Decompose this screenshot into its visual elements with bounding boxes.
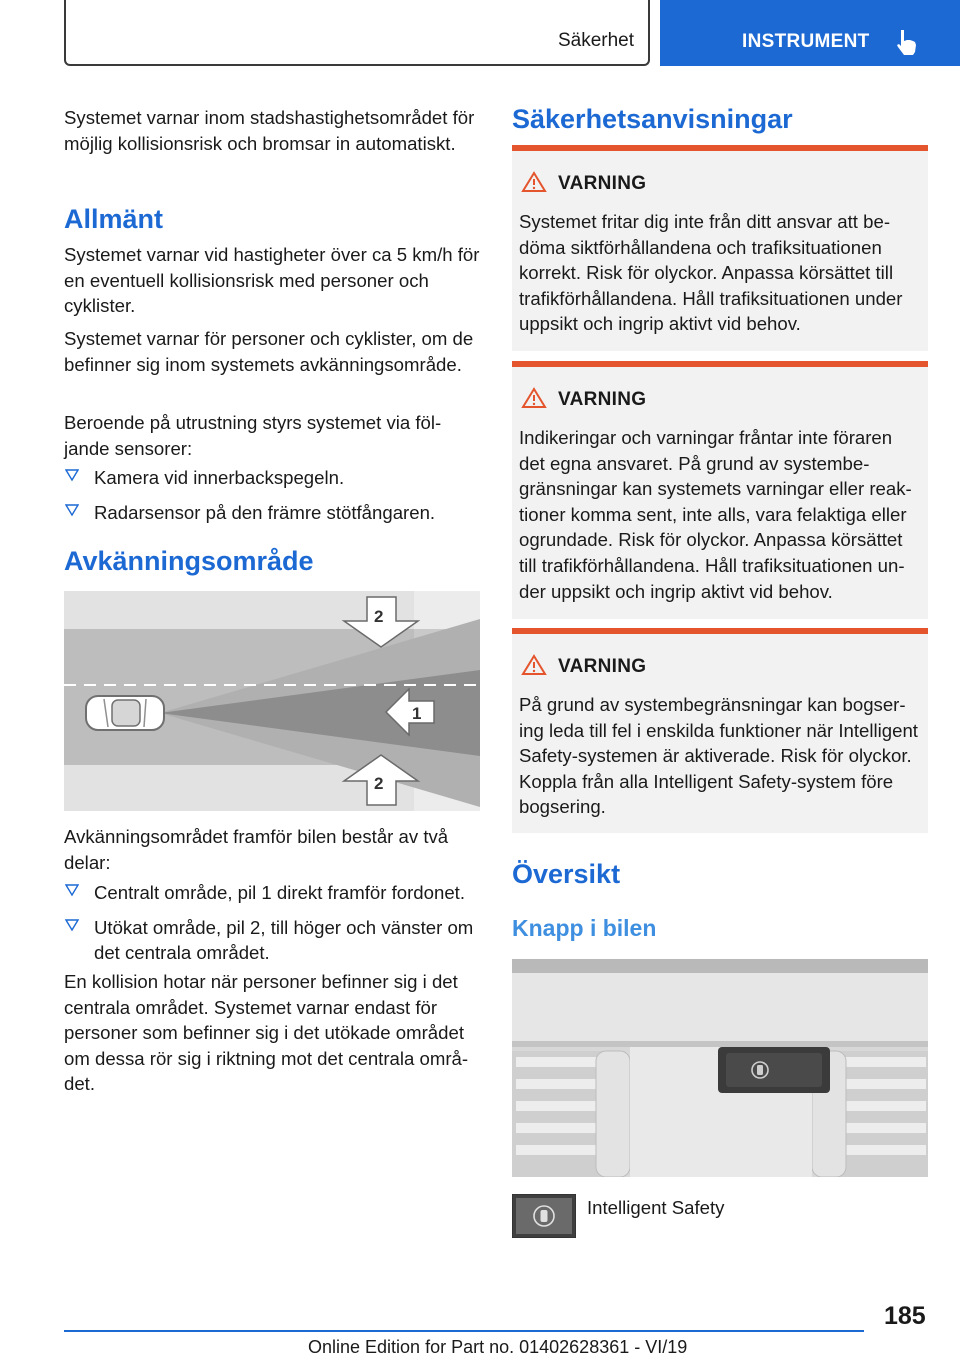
page-number: 185 bbox=[884, 1302, 926, 1330]
warning-title: VARNING bbox=[558, 389, 647, 410]
diagram-label-1: 1 bbox=[412, 704, 422, 723]
button-caption: Intelligent Safety bbox=[587, 1197, 725, 1218]
heading-oversikt: Översikt bbox=[512, 859, 621, 889]
header-section-tab bbox=[64, 0, 650, 66]
warning-title: VARNING bbox=[558, 656, 647, 677]
paragraph-persons: Systemet varnar för personer och cyklister, om de befinner sig inom systemets avkänningsområde. bbox=[64, 328, 474, 375]
header-chapter-label: INSTRUMENT bbox=[742, 31, 870, 52]
warning-text: Indikeringar och varningar fråntar inte föraren det egna ansvaret. På grund av systembegränsningar kan systemets varningar eller reaktioner komma sent, inte alls, vara felaktiga eller ogrundade. Risk för olyckor. Anpassa körsättet till trafikförhållandena. Håll trafiksituationen under uppsikt och ingrip aktivt vid behov. bbox=[519, 427, 912, 602]
paragraph-collision: En kollision hotar när personer befinner sig i det centrala området. Systemet varnar endast för personer som befinner sig i det utökade området om dessa rör sig i riktning mot det centrala området. bbox=[64, 971, 469, 1094]
triangle-bullet-icon bbox=[65, 883, 79, 897]
list-item bbox=[64, 915, 480, 966]
intelligent-safety-button-icon bbox=[512, 1194, 576, 1238]
warning-triangle-icon bbox=[521, 654, 547, 676]
sensor-camera: Kamera vid innerbackspegeln. bbox=[94, 467, 345, 488]
zone-extended: Utökat område, pil 2, till höger och vänster om det centrala området. bbox=[94, 916, 474, 963]
warning-triangle-icon bbox=[521, 387, 547, 409]
paragraph-area-parts: Avkänningsområdet framför bilen består av två delar: bbox=[64, 826, 449, 873]
paragraph-speed: Systemet varnar vid hastigheter över ca 5 km/h för en eventuell kollisionsrisk med personer och cyklister. bbox=[64, 244, 480, 316]
triangle-bullet-icon bbox=[65, 468, 79, 482]
list-item bbox=[64, 880, 480, 906]
pointing-hand-icon bbox=[894, 28, 920, 56]
heading-allmant: Allmänt bbox=[64, 204, 164, 234]
footer-rule bbox=[64, 1330, 864, 1332]
header-section-label: Säkerhet bbox=[557, 30, 634, 51]
triangle-bullet-icon bbox=[65, 503, 79, 517]
warning-title: VARNING bbox=[558, 173, 647, 194]
intelligent-safety-button[interactable] bbox=[718, 1047, 830, 1093]
heading-knapp-i-bilen: Knapp i bilen bbox=[512, 915, 657, 941]
diagram-label-2-top: 2 bbox=[374, 607, 384, 626]
warning-triangle-icon bbox=[521, 171, 547, 193]
footer-edition: Online Edition for Part no. 01402628361 - VI/19 bbox=[308, 1337, 688, 1357]
zone-list bbox=[64, 880, 480, 966]
diagram-label-2-bottom: 2 bbox=[374, 774, 384, 793]
list-item bbox=[64, 500, 480, 526]
heading-sakerhetsanvisningar: Säkerhetsanvisningar bbox=[512, 104, 793, 134]
warning-text: På grund av systembegränsningar kan bogsering leda till fel i enskilda funktioner när Intelligent Safety-systemen är aktiverade. Risk för olyckor. Koppla från alla Intelligent Safety-system före bogsering. bbox=[519, 694, 918, 818]
button-location-photo bbox=[512, 959, 928, 1177]
heading-avkanningsomrade: Avkänningsområde bbox=[64, 546, 314, 576]
intro-paragraph: Systemet varnar inom stadshastighetsområdet för möjlig kollisionsrisk och bromsar in automatiskt. bbox=[64, 107, 475, 154]
triangle-bullet-icon bbox=[65, 918, 79, 932]
warning-box-3 bbox=[512, 628, 928, 833]
car-icon bbox=[86, 696, 164, 730]
warning-box-2 bbox=[512, 361, 928, 619]
sensor-radar: Radarsensor på den främre stötfångaren. bbox=[94, 501, 436, 523]
zone-central: Centralt område, pil 1 direkt framför fordonet. bbox=[94, 882, 466, 903]
paragraph-sensors: Beroende på utrustning styrs systemet via följande sensorer: bbox=[64, 412, 442, 459]
air-vent-left bbox=[512, 1051, 630, 1177]
list-item bbox=[64, 465, 480, 491]
warning-box-1 bbox=[512, 145, 928, 351]
sensor-list bbox=[64, 465, 480, 525]
detection-area-diagram bbox=[64, 591, 480, 811]
warning-text: Systemet fritar dig inte från ditt ansvar att bedöma siktförhållandena och trafiksituationen korrekt. Risk för olyckor. Anpassa körsättet till trafikförhållandena. Håll trafiksituationen under uppsikt och ingrip aktivt vid behov. bbox=[519, 211, 903, 335]
